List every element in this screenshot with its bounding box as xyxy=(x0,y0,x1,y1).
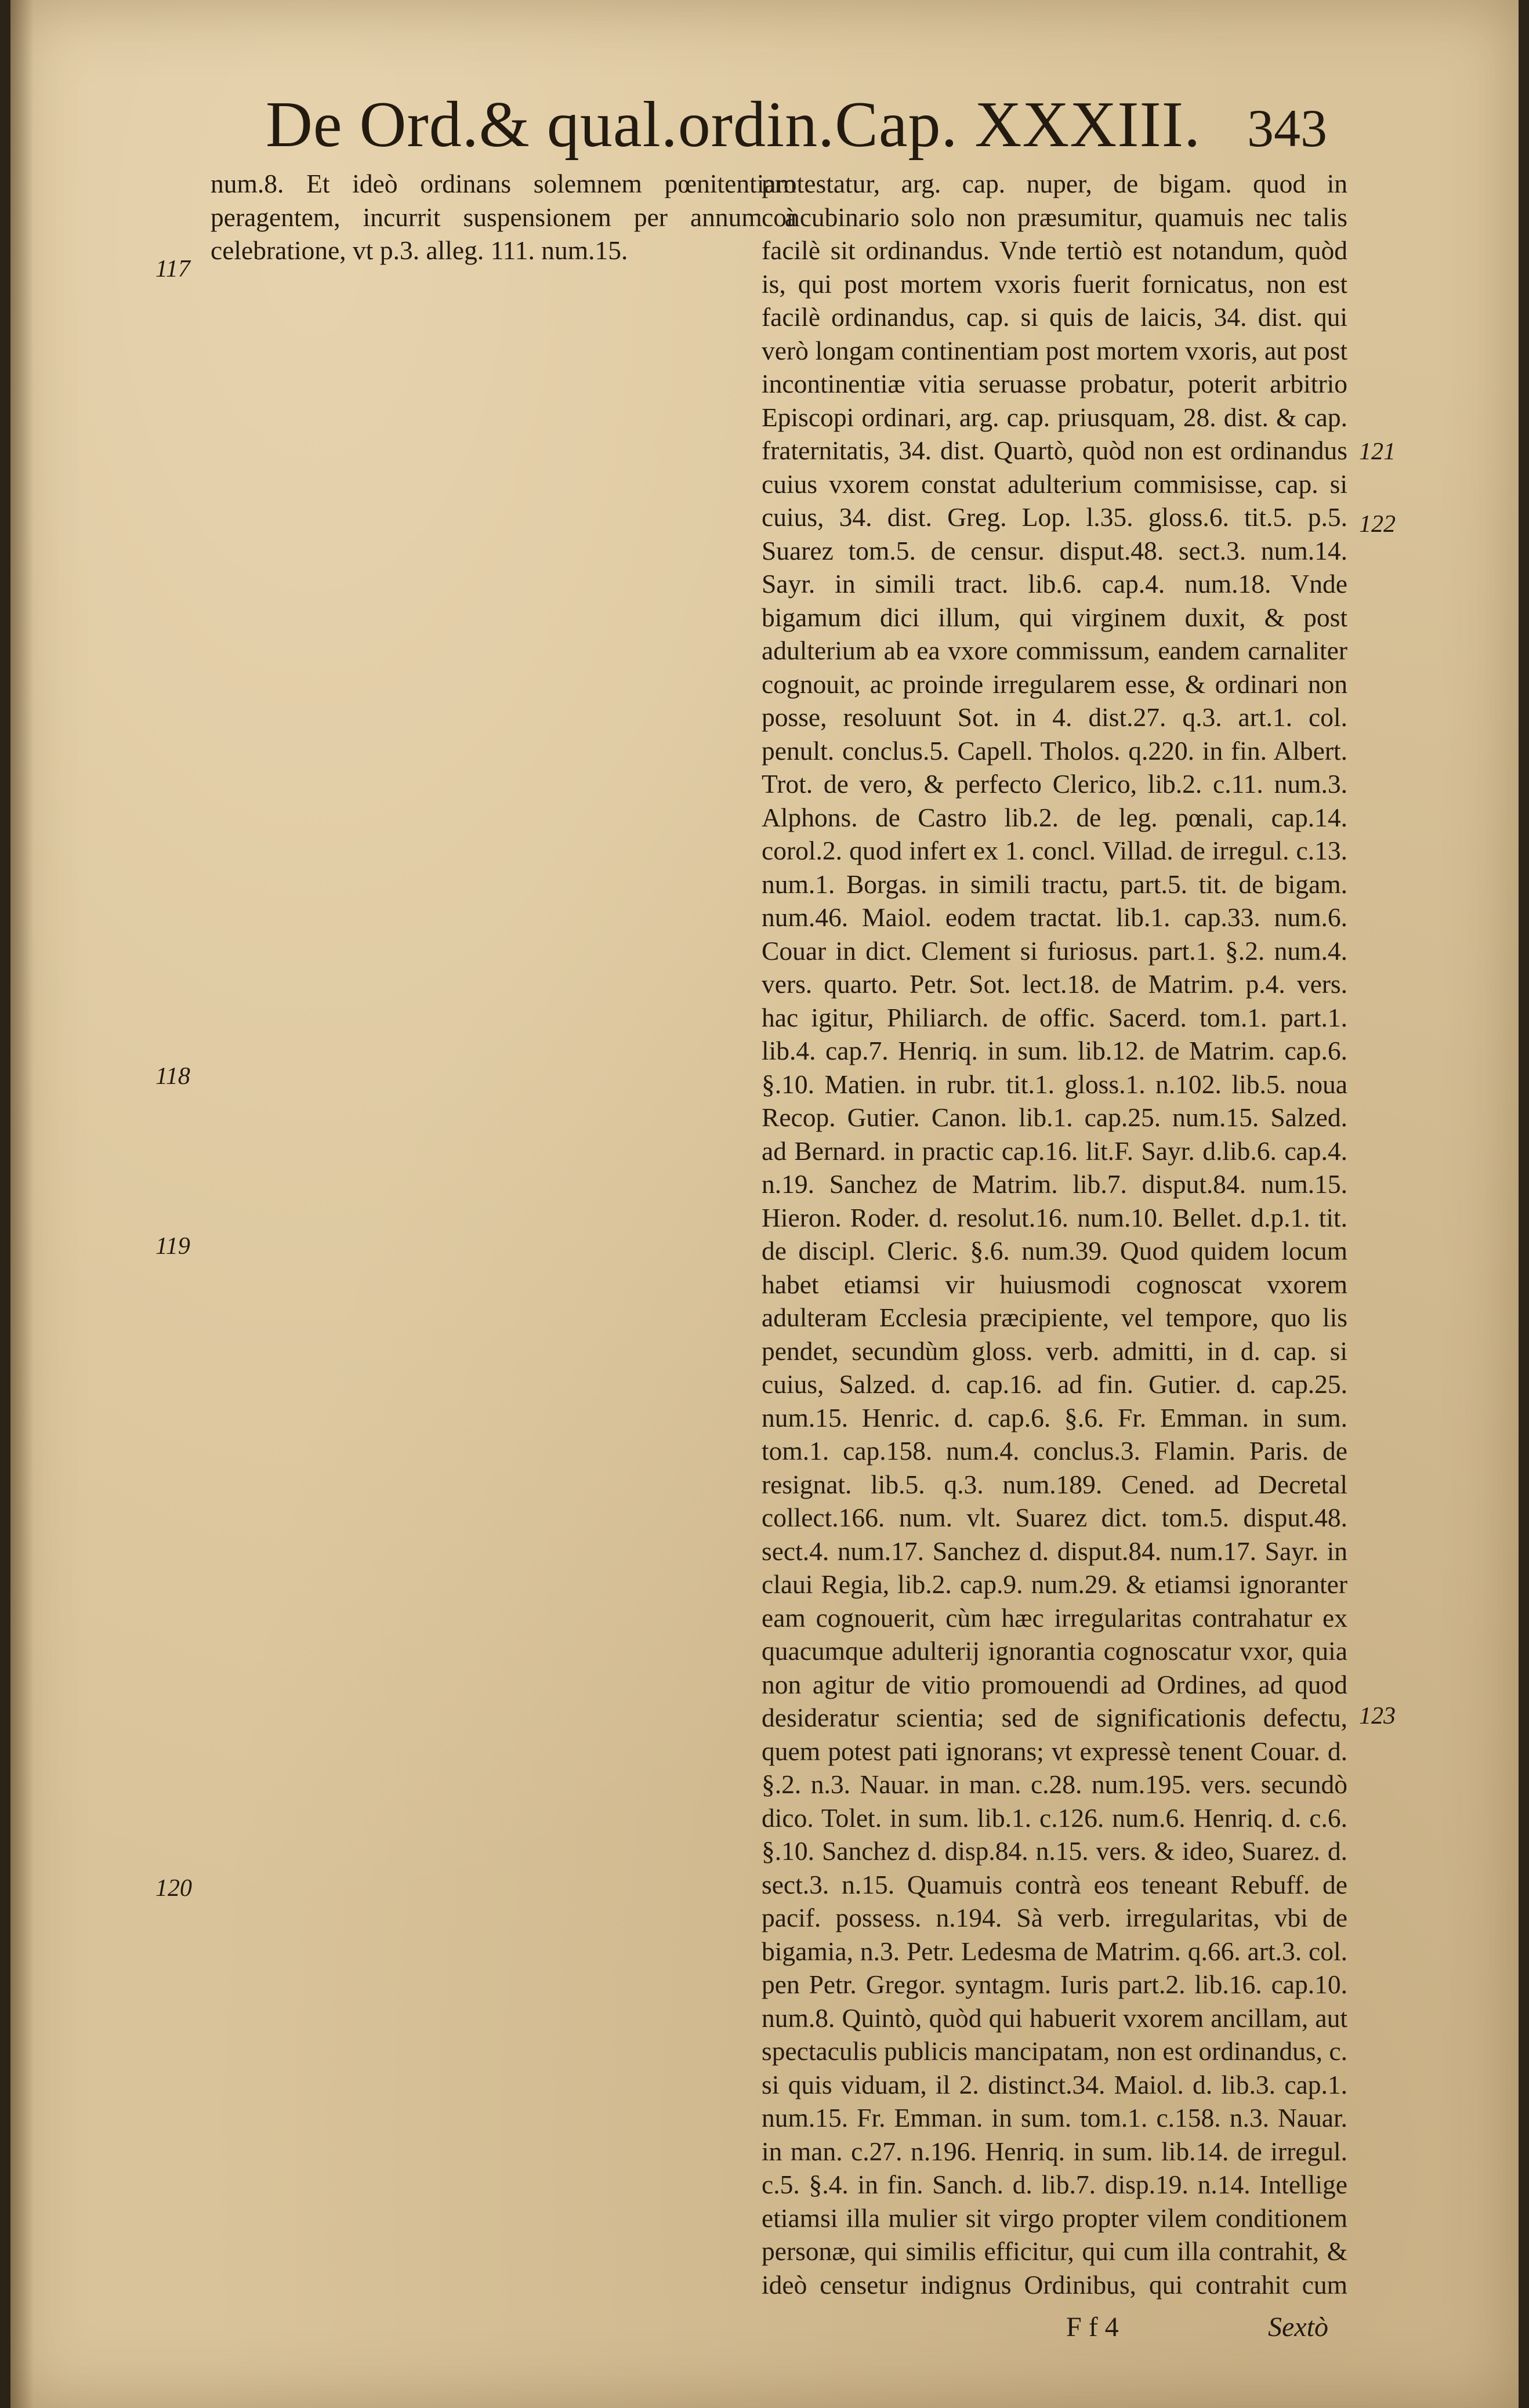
book-page xyxy=(10,0,1519,2408)
margin-number: 117 xyxy=(155,256,190,282)
right-column-text: protestatur, arg. cap. nuper, de bigam. quod in concubinario solo non præsumitur, quamuis nec talis facilè sit ordinandus. Vnde tertiò est notandum, quòd is, qui post mortem vxoris fuerit fornicatus, non est facilè ordinandus, cap. si quis de laicis, 34. dist. qui verò longam continentiam post mortem vxoris, aut post incontinentiæ vitia seruasse probatur, poterit arbitrio Episcopi ordinari, arg. cap. priusquam, 28. dist. & cap. fraternitatis, 34. dist. Quartò, quòd non est ordinandus cuius vxorem constat adulterium commisisse, cap. si cuius, 34. dist. Greg. Lop. l.35. gloss.6. tit.5. p.5. Suarez tom.5. de censur. disput.48. sect.3. num.14. Sayr. in simili tract. lib.6. cap.4. num.18. Vnde bigamum dici illum, qui virginem duxit, & post adulterium ab ea vxore commissum, eandem carnaliter cognouit, ac proinde irregularem esse, & ordinari non posse, resoluunt Sot. in 4. dist.27. q.3. art.1. col. penult. conclus.5. Capell. Tholos. q.220. in fin. Albert. Trot. de vero, & perfecto Clerico, lib.2. c.11. num.3. Alphons. de Castro lib.2. de leg. pœnali, cap.14. corol.2. quod infert ex 1. concl. Villad. de irregul. c.13. num.1. Borgas. in simili tractu, part.5. tit. de bigam. num.46. Maiol. eodem tractat. lib.1. cap.33. num.6. Couar in dict. Clement si furiosus. part.1. §.2. num.4. vers. quarto. Petr. Sot. lect.18. de Matrim. p.4. vers. hac igitur, Philiarch. de offic. Sacerd. tom.1. part.1. lib.4. cap.7. Henriq. in sum. lib.12. de Matrim. cap.6. §.10. Matien. in rubr. tit.1. gloss.1. n.102. lib.5. noua Recop. Gutier. Canon. lib.1. cap.25. num.15. Salzed. ad Bernard. in practic cap.16. lit.F. Sayr. d.lib.6. cap.4. n.19. Sanchez de Matrim. lib.7. disput.84. num.15. Hieron. Roder. d. resolut.16. num.10. Bellet. d.p.1. tit. de discipl. Cleric. §.6. num.39. Quod quidem locum habet etiamsi vir huiusmodi cognoscat vxorem adulteram Ecclesia præcipiente, vel tempore, quo lis pendet, secundùm gloss. verb. admitti, in d. cap. si cuius, Salzed. d. cap.16. ad fin. Gutier. d. cap.25. num.15. Henric. d. cap.6. §.6. Fr. Emman. in sum. tom.1. cap.158. num.4. conclus.3. Flamin. Paris. de resignat. lib.5. q.3. num.189. Cened. ad Decretal collect.166. num. vlt. Suarez dict. tom.5. disput.48. sect.4. num.17. Sanchez d. disput.84. num.17. Sayr. in claui Regia, lib.2. cap.9. num.29. & etiamsi ignoranter eam cognouerit, cùm hæc irregularitas contrahatur ex quacumque adulterij ignorantia cognoscatur vxor, quia non agitur de vitio promouendi ad Ordines, ad quod desideratur scientia; sed de significationis defectu, quem potest pati ignorans; vt expressè tenent Couar. d. §.2. n.3. Nauar. in man. c.28. num.195. vers. secundò dico. Tolet. in sum. lib.1. c.126. num.6. Henriq. d. c.6. §.10. Sanchez d. disp.84. n.15. vers. & ideo, Suarez. d. sect.3. n.15. Quamuis contrà eos teneant Rebuff. de pacif. possess. n.194. Sà verb. irregularitas, vbi de bigamia, n.3. Petr. Ledesma de Matrim. q.66. art.3. col. pen Petr. Gregor. syntagm. Iuris part.2. lib.16. cap.10. num.8. Quintò, quòd qui habuerit vxorem ancillam, aut spectaculis publicis mancipatam, non est ordinandus, c. si quis viduam, il 2. distinct.34. Maiol. d. lib.3. cap.1. num.15. Fr. Emman. in sum. tom.1. c.158. n.3. Nauar. in man. c.27. n.196. Henriq. in sum. lib.14. de irregul. c.5. §.4. in fin. Sanch. d. lib.7. disp.19. n.14. Intellige etiamsi illa mulier sit virgo propter vilem conditionem personæ, qui similis efficitur, qui cum illa contrahit, & ideò censetur indignus Ordinibus, qui contrahit cum xyxy=(762,169,1347,2300)
right-text-column xyxy=(762,167,1347,2301)
left-text-column xyxy=(211,167,796,2301)
margin-number: 122 xyxy=(1359,511,1396,538)
running-title: De Ord.& qual.ordin.Cap. XXXIII. xyxy=(266,89,1201,161)
left-column-text: num.8. Et ideò ordinans solemnem pœnitentiam peragentem, incurrit suspensionem per annum à celebratione, vt p.3. alleg. 111. num.15. xyxy=(211,169,796,265)
page-gutter-shadow xyxy=(10,0,34,2408)
margin-number: 121 xyxy=(1359,438,1396,465)
signature-mark: F f 4 xyxy=(1066,2312,1119,2342)
margin-number: 123 xyxy=(1359,1703,1396,1729)
page-number: 343 xyxy=(1247,99,1327,158)
margin-number: 120 xyxy=(155,1875,192,1902)
catchword: Sextò xyxy=(1268,2312,1328,2342)
margin-number: 119 xyxy=(155,1233,190,1260)
margin-number: 118 xyxy=(155,1063,190,1090)
page-header xyxy=(266,87,1327,162)
